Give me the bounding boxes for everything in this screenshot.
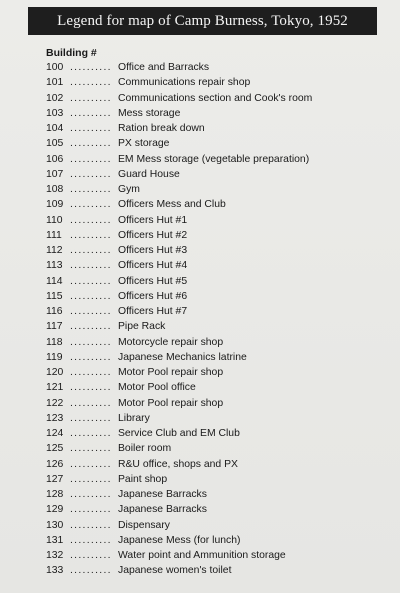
legend-entry [46, 182, 386, 197]
building-description: Communications section and Cook's room [118, 92, 313, 104]
building-number: 107 [46, 168, 64, 180]
dot-leader: .......... [70, 397, 112, 409]
legend-entry [46, 243, 386, 258]
building-description: Officers Hut #4 [118, 260, 188, 272]
building-description: Japanese Mess (for lunch) [118, 534, 241, 546]
building-description: Motor Pool repair shop [118, 397, 224, 409]
legend-entry [46, 472, 386, 487]
legend-entry [46, 350, 386, 365]
building-description: Officers Hut #7 [118, 306, 188, 317]
building-description: Water point and Ammunition storage [118, 550, 286, 561]
dot-leader: .......... [70, 275, 112, 287]
building-description: Pipe Rack [118, 321, 166, 333]
legend-entry [46, 502, 386, 517]
legend-entry [46, 106, 386, 121]
dot-leader: .......... [70, 184, 112, 195]
dot-leader: .......... [70, 62, 112, 73]
legend-entry [46, 274, 386, 289]
dot-leader: .......... [70, 77, 112, 89]
building-description: Office and Barracks [118, 62, 210, 73]
building-description: Officers Hut #1 [118, 214, 188, 226]
dot-leader: .......... [70, 321, 112, 333]
legend-entry [46, 60, 386, 75]
legend-entry [46, 75, 386, 90]
building-description: Boiler room [118, 443, 172, 455]
legend-entry [46, 487, 386, 502]
legend-entry [46, 91, 386, 106]
dot-leader: .......... [70, 229, 112, 241]
legend-entry [46, 548, 386, 563]
building-number: 128 [46, 489, 64, 500]
dot-leader: .......... [70, 443, 112, 455]
legend-entry [46, 518, 386, 533]
dot-leader: .......... [70, 138, 112, 150]
legend-entry [46, 563, 386, 578]
legend-entry [46, 197, 386, 212]
dot-leader: .......... [70, 428, 112, 439]
legend-entry [46, 457, 386, 472]
legend-entry [46, 426, 386, 441]
building-description: Ration break down [118, 123, 205, 134]
building-number: 132 [46, 550, 64, 561]
dot-leader: .......... [70, 351, 112, 363]
legend-list [46, 60, 386, 579]
dot-leader: .......... [70, 123, 112, 134]
building-description: Officers Hut #2 [118, 229, 188, 241]
building-number: 103 [46, 107, 64, 119]
building-number: 102 [46, 92, 64, 104]
legend-entry [46, 380, 386, 395]
building-description: Japanese Barracks [118, 489, 207, 500]
building-description: EM Mess storage (vegetable preparation) [118, 153, 310, 165]
building-number: 109 [46, 199, 64, 211]
legend-entry [46, 365, 386, 380]
dot-leader: .......... [70, 489, 112, 500]
dot-leader: .......... [70, 504, 112, 516]
building-description: Officers Mess and Club [118, 199, 226, 211]
legend-entry [46, 335, 386, 350]
building-description: Communications repair shop [118, 77, 251, 89]
legend-entry [46, 136, 386, 151]
building-description: Motorcycle repair shop [118, 336, 224, 348]
building-number: 123 [46, 412, 64, 424]
building-number: 116 [46, 306, 63, 317]
legend-entry [46, 213, 386, 228]
title-bar [28, 7, 377, 35]
building-number: 118 [46, 336, 63, 348]
legend-entry [46, 228, 386, 243]
legend-entry [46, 441, 386, 456]
building-number: 110 [46, 214, 63, 226]
dot-leader: .......... [70, 519, 112, 531]
building-description: Paint shop [118, 473, 168, 485]
building-number: 111 [46, 229, 62, 241]
building-description: Japanese Mechanics latrine [118, 351, 247, 363]
building-description: Officers Hut #6 [118, 290, 188, 302]
building-description: R&U office, shops and PX [118, 458, 238, 470]
dot-leader: .......... [70, 382, 112, 394]
dot-leader: .......... [70, 473, 112, 485]
building-description: Motor Pool office [118, 382, 196, 394]
legend-entry [46, 152, 386, 167]
building-number: 119 [46, 351, 63, 363]
dot-leader: .......... [70, 153, 112, 165]
building-number: 125 [46, 443, 64, 455]
building-number: 120 [46, 367, 64, 378]
building-description: Dispensary [118, 519, 170, 531]
legend-entry [46, 289, 386, 304]
building-description: Gym [118, 184, 140, 195]
dot-leader: .......... [70, 412, 112, 424]
building-description: PX storage [118, 138, 170, 150]
dot-leader: .......... [70, 260, 112, 272]
building-number: 122 [46, 397, 64, 409]
building-description: Officers Hut #5 [118, 275, 188, 287]
dot-leader: .......... [70, 168, 112, 180]
legend-entry [46, 319, 386, 334]
dot-leader: .......... [70, 290, 112, 302]
building-description: Officers Hut #3 [118, 245, 188, 256]
building-number: 121 [46, 382, 64, 394]
building-number: 114 [46, 275, 63, 287]
dot-leader: .......... [70, 565, 112, 577]
dot-leader: .......... [70, 199, 112, 211]
dot-leader: .......... [70, 214, 112, 226]
legend-entry [46, 304, 386, 319]
building-number: 108 [46, 184, 64, 195]
building-number: 131 [46, 534, 64, 546]
dot-leader: .......... [70, 458, 112, 470]
building-number: 104 [46, 123, 64, 134]
legend-entry [46, 533, 386, 548]
building-description: Library [118, 412, 150, 424]
building-number: 115 [46, 290, 63, 302]
building-description: Guard House [118, 168, 180, 180]
legend-entry [46, 411, 386, 426]
dot-leader: .......... [70, 107, 112, 119]
building-number: 127 [46, 473, 64, 485]
building-number: 105 [46, 138, 64, 150]
building-number: 124 [46, 428, 64, 439]
building-number: 133 [46, 565, 64, 577]
building-description: Mess storage [118, 107, 181, 119]
dot-leader: .......... [70, 306, 112, 317]
building-description: Service Club and EM Club [118, 428, 240, 439]
building-number: 130 [46, 519, 64, 531]
building-description: Motor Pool repair shop [118, 367, 224, 378]
building-number: 106 [46, 153, 64, 165]
dot-leader: .......... [70, 336, 112, 348]
building-number: 113 [46, 260, 63, 272]
page-title: Legend for map of Camp Burness, Tokyo, 1952 [57, 12, 348, 29]
legend-entry [46, 258, 386, 273]
legend-entry [46, 396, 386, 411]
dot-leader: .......... [70, 245, 112, 256]
legend-entry [46, 167, 386, 182]
dot-leader: .......... [70, 367, 112, 378]
dot-leader: .......... [70, 92, 112, 104]
building-number: 126 [46, 458, 64, 470]
building-number: 117 [46, 321, 63, 333]
building-description: Japanese Barracks [118, 504, 207, 516]
building-number: 100 [46, 62, 64, 73]
building-number: 112 [46, 245, 63, 256]
building-number: 129 [46, 504, 64, 516]
building-description: Japanese women's toilet [118, 565, 232, 577]
building-number-header: Building # [46, 47, 97, 59]
legend-entry [46, 121, 386, 136]
building-number: 101 [46, 77, 64, 89]
dot-leader: .......... [70, 534, 112, 546]
dot-leader: .......... [70, 550, 112, 561]
